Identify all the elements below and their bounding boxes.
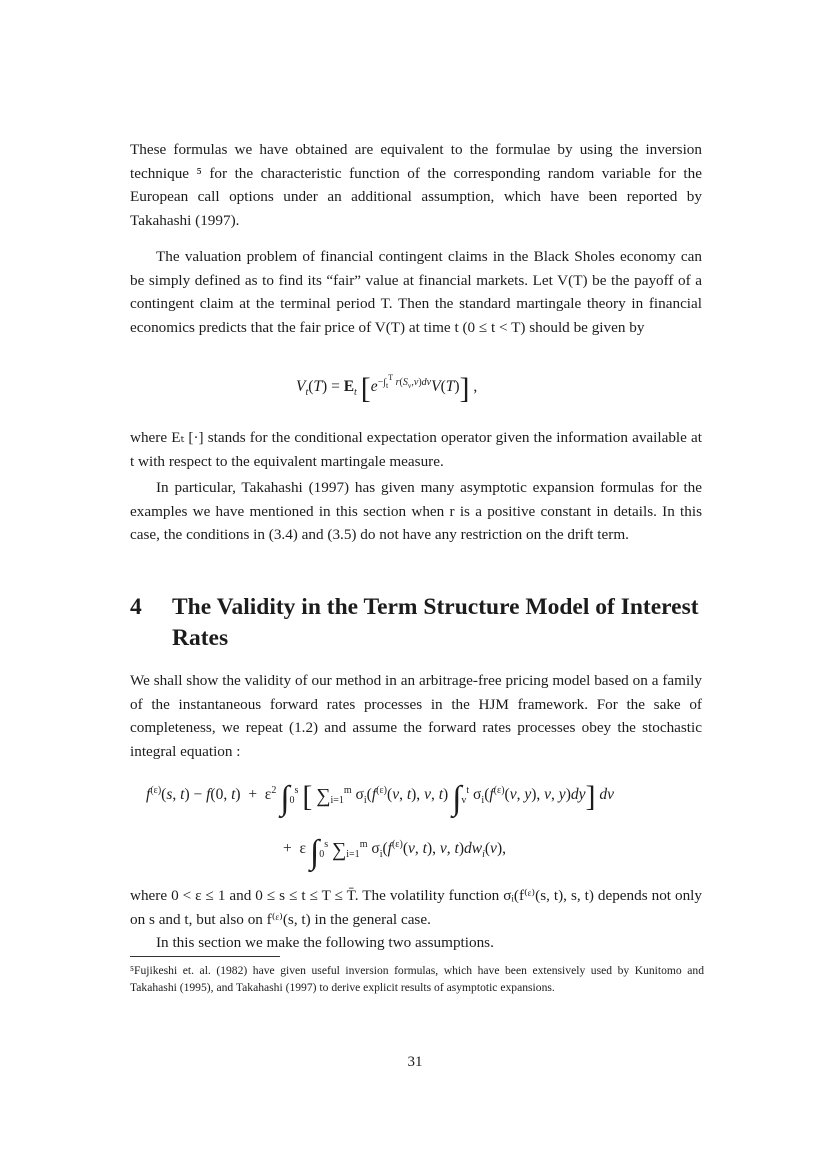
paragraph-3: where Eₜ [·] stands for the conditional expectation operator given the information available at t with respect to the equivalent martingale measure. (130, 429, 702, 470)
paragraph-4: In particular, Takahashi (1997) has given many asymptotic expansion formulas for the examples we have mentioned in this section when r is a positive constant in details. In this case, the conditions in (3.4) and (3.5) do not have any restriction on the drift term. (130, 479, 702, 543)
section-title: The Validity in the Term Structure Model of Interest Rates (172, 594, 699, 651)
equation-forward-rate-line-1: $f^{(\varepsilon)}(s$, t) − f(0, $t) + \varepsilon^2$ $\int_0^s$ [ $\sum_{i=1}^m$ $\sigma_i(f^{(\varepsilon)}(v$, t), v, t) $\int_v^t$ $\sigma_i(f^{(\varepsilon)}(v$, y), v, y)dy] dv (146, 780, 615, 817)
paragraph-7: In this section we make the following two assumptions. (156, 934, 494, 951)
paragraph-1: These formulas we have obtained are equivalent to the formulae by using the inversion technique ⁵ for the characteristic function of the corresponding random variable for the European call options under an additional assumption, which have been reported by Takahashi (1997). (130, 141, 702, 229)
paragraph-5: We shall show the validity of our method in an arbitrage-free pricing model based on a family of the instantaneous forward rates processes in the HJM framework. For the sake of completeness, we repeat (1.2) and assume the forward rates processes obey the stochastic integral equation : (130, 672, 702, 760)
section-heading (130, 592, 710, 654)
paragraph-6: where 0 < ε ≤ 1 and 0 ≤ s ≤ t ≤ T ≤ T̄. The volatility function σᵢ(f⁽ᵋ⁾(s, t), s, t) depends not only on s and t, but also on f⁽ᵋ⁾(s, t) in the general case. (130, 887, 702, 928)
footnote: ⁵Fujikeshi et. al. (1982) have given useful inversion formulas, which have been extensively used by Kunitomo and Takahashi (1995), and Takahashi (1997) to derive explicit results of asymptotic expansions. (130, 964, 704, 994)
paragraph-2: The valuation problem of financial contingent claims in the Black Sholes economy can be simply defined as to find its “fair” value at financial markets. Let V(T) be the payoff of a contingent claim at the terminal period T. Then the standard martingale theory in financial economics predicts that the fair price of V(T) at time t (0 ≤ t < T) should be given by (130, 248, 702, 336)
footnote-rule (130, 956, 280, 957)
section-number: 4 (130, 594, 142, 620)
equation-forward-rate-line-2: + ε $\int_0^s$ $\sum_{i=1}^m$ $\sigma_i(f^{(\varepsilon)}(v$, t), v, $t)dw_i(v)$, (283, 834, 506, 871)
page-number: 31 (407, 1054, 423, 1070)
equation-valuation: $V_t(T) = E_t$ $[e^{-\int_t^T r(S_v,v)dv}V(T)]$ , (296, 372, 478, 405)
